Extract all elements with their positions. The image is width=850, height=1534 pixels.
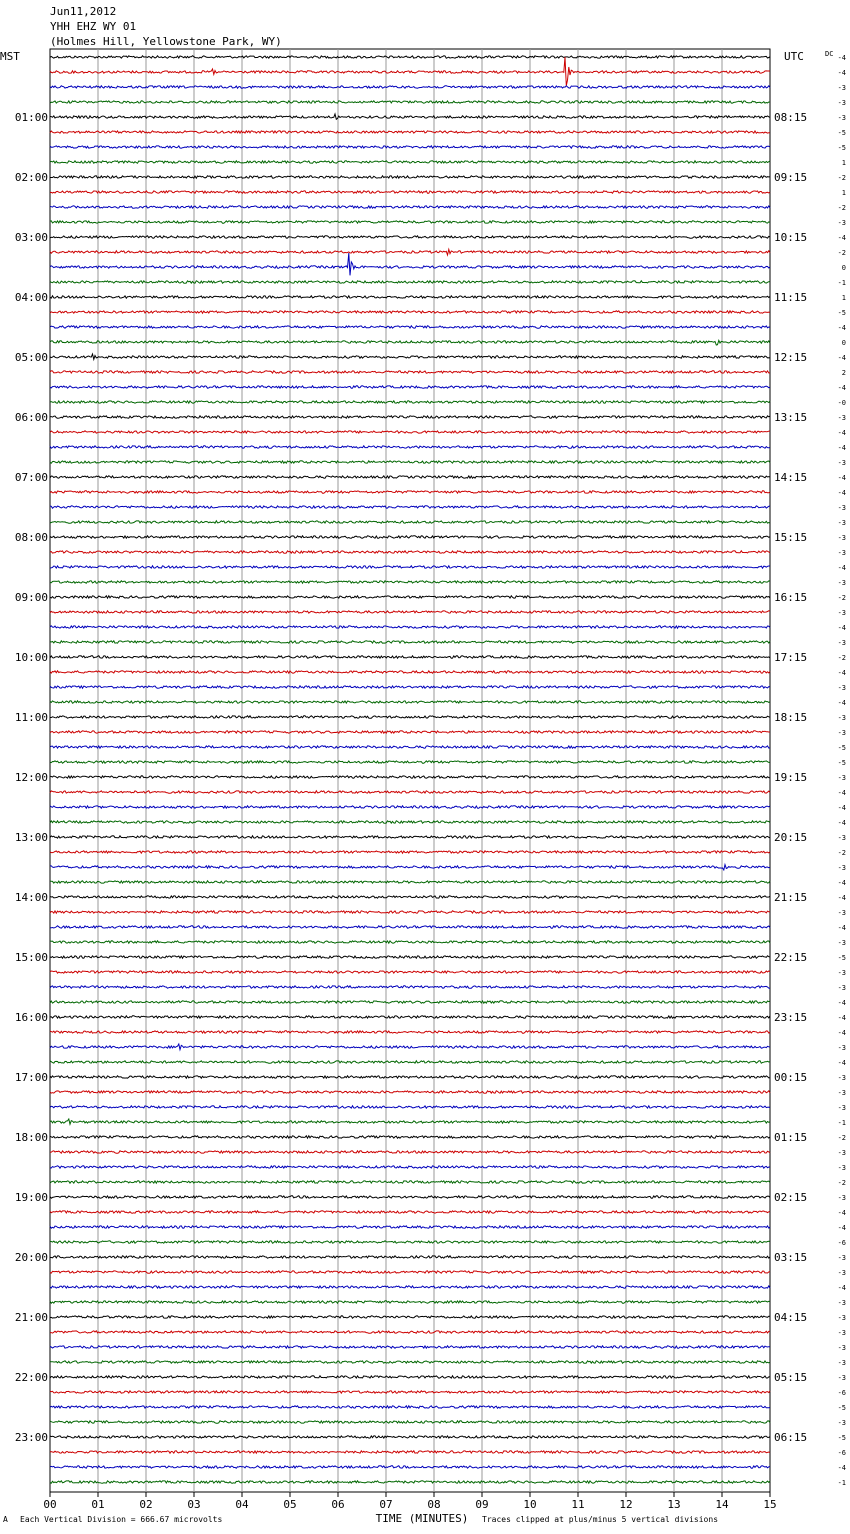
dc-offset-label: -4 (837, 924, 846, 932)
dc-offset-label: 1 (841, 189, 846, 197)
seismic-trace (50, 596, 770, 598)
seismic-trace (50, 1031, 770, 1033)
utc-time-label: 01:15 (774, 1131, 808, 1144)
utc-time-label: 20:15 (774, 831, 808, 844)
seismic-trace (50, 114, 770, 119)
x-axis-label: TIME (MINUTES) (375, 1512, 469, 1525)
utc-time-label: 05:15 (774, 1371, 808, 1384)
seismic-trace (50, 821, 770, 823)
mst-time-label: 23:00 (14, 1431, 48, 1444)
seismic-trace (50, 1061, 770, 1063)
utc-time-label: 03:15 (774, 1251, 808, 1264)
seismic-trace (50, 221, 770, 223)
seismic-trace (50, 446, 770, 448)
seismic-trace (50, 57, 770, 86)
seismic-trace (50, 521, 770, 523)
dc-offset-label: -1 (837, 279, 846, 287)
mst-axis-label: MST (0, 50, 20, 63)
seismic-trace (50, 326, 770, 328)
seismic-trace (50, 1226, 770, 1228)
dc-offset-label: -4 (837, 69, 846, 77)
dc-offset-label: -5 (837, 144, 846, 152)
seismic-trace (50, 1346, 770, 1348)
seismic-trace (50, 1119, 770, 1124)
seismic-trace (50, 1301, 770, 1303)
seismic-trace (50, 311, 770, 313)
utc-time-label: 16:15 (774, 591, 808, 604)
dc-offset-label: -3 (837, 1269, 846, 1277)
seismic-trace (50, 416, 770, 418)
dc-offset-label: -2 (837, 204, 846, 212)
dc-offset-label: -5 (837, 1434, 846, 1442)
seismic-trace (50, 1376, 770, 1378)
seismic-trace (50, 1331, 770, 1333)
mst-time-label: 03:00 (14, 231, 48, 244)
utc-time-label: 14:15 (774, 471, 808, 484)
dc-offset-label: -3 (837, 1419, 846, 1427)
dc-offset-label: -3 (837, 864, 846, 872)
seismic-trace (50, 1406, 770, 1408)
utc-time-label: 02:15 (774, 1191, 808, 1204)
seismic-trace (50, 1451, 770, 1453)
utc-time-label: 06:15 (774, 1431, 808, 1444)
seismic-trace (50, 1286, 770, 1288)
mst-time-label: 21:00 (14, 1311, 48, 1324)
seismic-trace (50, 56, 770, 58)
dc-offset-label: -4 (837, 894, 846, 902)
x-tick-label: 15 (763, 1498, 777, 1511)
seismic-trace (50, 1316, 770, 1318)
dc-offset-label: -4 (837, 699, 846, 707)
dc-offset-label: -2 (837, 1134, 846, 1142)
seismic-trace (50, 296, 770, 298)
utc-time-label: 08:15 (774, 111, 808, 124)
chart-date: Jun11,2012 (50, 5, 117, 18)
seismic-trace (50, 731, 770, 733)
dc-label: DC (825, 50, 834, 58)
dc-offset-label: -0 (837, 399, 846, 407)
seismic-trace (50, 1136, 770, 1138)
mst-time-label: 19:00 (14, 1191, 48, 1204)
dc-offset-label: -3 (837, 834, 846, 842)
seismic-trace (50, 671, 770, 673)
x-tick-label: 12 (619, 1498, 633, 1511)
dc-offset-label: -3 (837, 1164, 846, 1172)
utc-time-label: 15:15 (774, 531, 808, 544)
seismic-trace (50, 626, 770, 628)
dc-offset-label: 0 (841, 264, 846, 272)
utc-time-label: 10:15 (774, 231, 808, 244)
plot-frame (50, 49, 770, 1492)
dc-offset-label: -4 (837, 474, 846, 482)
dc-offset-label: -4 (837, 789, 846, 797)
dc-offset-label: -3 (837, 414, 846, 422)
seismic-trace (50, 1256, 770, 1258)
seismic-trace (50, 881, 770, 883)
dc-offset-label: -4 (837, 624, 846, 632)
x-tick-label: 01 (91, 1498, 105, 1511)
dc-offset-label: -3 (837, 1044, 846, 1052)
x-tick-label: 06 (331, 1498, 345, 1511)
seismic-trace (50, 566, 770, 568)
dc-offset-label: -4 (837, 54, 846, 62)
seismic-trace (50, 836, 770, 838)
x-tick-label: 14 (715, 1498, 729, 1511)
mst-time-label: 15:00 (14, 951, 48, 964)
mst-time-label: 18:00 (14, 1131, 48, 1144)
seismic-trace (50, 1466, 770, 1468)
dc-offset-label: -3 (837, 1089, 846, 1097)
dc-offset-label: -4 (837, 1209, 846, 1217)
mst-time-label: 01:00 (14, 111, 48, 124)
seismic-trace (50, 86, 770, 88)
dc-offset-label: -3 (837, 114, 846, 122)
seismic-trace (50, 776, 770, 778)
utc-time-label: 12:15 (774, 351, 808, 364)
seismic-trace (50, 401, 770, 403)
seismic-trace (50, 176, 770, 178)
clip-note: Traces clipped at plus/minus 5 vertical divisions (482, 1515, 719, 1524)
seismic-trace (50, 1016, 770, 1018)
utc-time-label: 22:15 (774, 951, 808, 964)
x-tick-label: 07 (379, 1498, 393, 1511)
dc-offset-label: -2 (837, 1179, 846, 1187)
utc-time-label: 11:15 (774, 291, 808, 304)
x-tick-label: 02 (139, 1498, 153, 1511)
seismic-trace (50, 896, 770, 898)
seismic-trace (50, 791, 770, 793)
mst-time-label: 11:00 (14, 711, 48, 724)
seismic-trace (50, 806, 770, 808)
seismic-trace (50, 986, 770, 988)
seismic-trace (50, 476, 770, 478)
seismic-trace (50, 1436, 770, 1438)
dc-offset-label: -3 (837, 1374, 846, 1382)
dc-offset-label: -4 (837, 1284, 846, 1292)
seismic-trace (50, 1361, 770, 1363)
utc-axis-label: UTC (784, 50, 804, 63)
dc-offset-label: -5 (837, 744, 846, 752)
seismic-trace (50, 146, 770, 148)
seismic-trace (50, 1196, 770, 1198)
dc-offset-label: -3 (837, 609, 846, 617)
seismic-trace (50, 701, 770, 703)
utc-time-label: 00:15 (774, 1071, 808, 1084)
dc-offset-label: -3 (837, 504, 846, 512)
seismic-trace (50, 253, 770, 275)
utc-time-label: 21:15 (774, 891, 808, 904)
seismic-trace (50, 354, 770, 359)
x-tick-label: 08 (427, 1498, 441, 1511)
dc-offset-label: -3 (837, 549, 846, 557)
dc-offset-label: -2 (837, 654, 846, 662)
seismic-trace (50, 386, 770, 388)
dc-offset-label: -4 (837, 324, 846, 332)
seismic-trace (50, 1271, 770, 1273)
dc-offset-label: -4 (837, 1029, 846, 1037)
seismic-trace (50, 656, 770, 658)
dc-offset-label: -3 (837, 84, 846, 92)
seismic-trace (50, 686, 770, 688)
dc-offset-label: -4 (837, 444, 846, 452)
dc-offset-label: -3 (837, 774, 846, 782)
dc-offset-label: -3 (837, 1194, 846, 1202)
seismic-trace (50, 746, 770, 748)
x-tick-label: 03 (187, 1498, 201, 1511)
seismic-trace (50, 1106, 770, 1108)
seismic-trace (50, 1421, 770, 1423)
dc-offset-label: -3 (837, 579, 846, 587)
dc-offset-label: -3 (837, 519, 846, 527)
seismic-trace (50, 236, 770, 238)
dc-offset-label: -3 (837, 684, 846, 692)
dc-offset-label: -4 (837, 489, 846, 497)
seismic-trace (50, 581, 770, 583)
dc-offset-label: -3 (837, 1359, 846, 1367)
dc-offset-label: -3 (837, 534, 846, 542)
seismic-trace (50, 281, 770, 283)
seismic-trace (50, 371, 770, 373)
seismic-trace (50, 1481, 770, 1483)
dc-offset-label: -4 (837, 879, 846, 887)
mst-time-label: 08:00 (14, 531, 48, 544)
dc-offset-label: -1 (837, 1119, 846, 1127)
dc-offset-label: -3 (837, 219, 846, 227)
x-tick-label: 13 (667, 1498, 681, 1511)
seismic-trace (50, 851, 770, 853)
dc-offset-label: -3 (837, 1344, 846, 1352)
dc-offset-label: 0 (841, 339, 846, 347)
mst-time-label: 05:00 (14, 351, 48, 364)
mst-time-label: 16:00 (14, 1011, 48, 1024)
dc-offset-label: -2 (837, 249, 846, 257)
dc-offset-label: -3 (837, 639, 846, 647)
dc-offset-label: -4 (837, 429, 846, 437)
dc-offset-label: -3 (837, 939, 846, 947)
mst-time-label: 09:00 (14, 591, 48, 604)
dc-offset-label: -3 (837, 1329, 846, 1337)
seismic-trace (50, 1166, 770, 1168)
dc-offset-label: -4 (837, 1014, 846, 1022)
dc-offset-label: -4 (837, 669, 846, 677)
dc-offset-label: -3 (837, 1074, 846, 1082)
seismic-trace (50, 1181, 770, 1183)
mst-time-label: 14:00 (14, 891, 48, 904)
utc-time-label: 19:15 (774, 771, 808, 784)
seismic-trace (50, 761, 770, 763)
dc-offset-label: -4 (837, 1224, 846, 1232)
seismic-trace (50, 161, 770, 163)
dc-offset-label: -3 (837, 909, 846, 917)
dc-offset-label: -3 (837, 714, 846, 722)
seismic-trace (50, 1391, 770, 1393)
utc-time-label: 04:15 (774, 1311, 808, 1324)
seismic-trace (50, 536, 770, 538)
seismic-trace (50, 340, 770, 345)
seismic-trace (50, 941, 770, 943)
utc-time-label: 09:15 (774, 171, 808, 184)
mst-time-label: 10:00 (14, 651, 48, 664)
dc-offset-label: -6 (837, 1449, 846, 1457)
seismic-trace (50, 206, 770, 208)
dc-offset-label: -5 (837, 309, 846, 317)
station-code: YHH EHZ WY 01 (50, 20, 137, 33)
seismic-trace (50, 249, 770, 255)
dc-offset-label: -5 (837, 759, 846, 767)
dc-offset-label: 1 (841, 159, 846, 167)
dc-offset-label: -5 (837, 129, 846, 137)
mst-time-label: 06:00 (14, 411, 48, 424)
seismic-trace (50, 716, 770, 718)
dc-offset-label: -2 (837, 849, 846, 857)
utc-time-label: 17:15 (774, 651, 808, 664)
dc-offset-label: -3 (837, 1104, 846, 1112)
seismic-trace (50, 611, 770, 613)
seismic-trace (50, 1211, 770, 1213)
mst-time-label: 04:00 (14, 291, 48, 304)
seismic-trace (50, 1044, 770, 1050)
dc-offset-label: -6 (837, 1389, 846, 1397)
footer-mark: A (3, 1515, 8, 1524)
dc-offset-label: -6 (837, 1239, 846, 1247)
dc-offset-label: -2 (837, 594, 846, 602)
dc-offset-label: -4 (837, 354, 846, 362)
seismic-trace (50, 641, 770, 643)
x-tick-label: 09 (475, 1498, 489, 1511)
seismic-trace (50, 971, 770, 973)
dc-offset-label: -2 (837, 174, 846, 182)
seismic-trace (50, 1091, 770, 1093)
dc-offset-label: -3 (837, 729, 846, 737)
dc-offset-label: -3 (837, 99, 846, 107)
seismic-trace (50, 865, 770, 870)
dc-offset-label: -4 (837, 819, 846, 827)
seismic-trace (50, 506, 770, 508)
mst-time-label: 02:00 (14, 171, 48, 184)
seismic-trace (50, 926, 770, 928)
seismic-trace (50, 491, 770, 493)
dc-offset-label: -4 (837, 999, 846, 1007)
seismic-trace (50, 431, 770, 433)
x-tick-label: 05 (283, 1498, 297, 1511)
utc-time-label: 23:15 (774, 1011, 808, 1024)
dc-offset-label: -1 (837, 1479, 846, 1487)
mst-time-label: 20:00 (14, 1251, 48, 1264)
dc-offset-label: 2 (841, 369, 846, 377)
dc-offset-label: -3 (837, 984, 846, 992)
seismic-trace (50, 191, 770, 193)
utc-time-label: 13:15 (774, 411, 808, 424)
mst-time-label: 17:00 (14, 1071, 48, 1084)
dc-offset-label: -4 (837, 1059, 846, 1067)
seismic-trace (50, 551, 770, 553)
dc-offset-label: -3 (837, 459, 846, 467)
dc-offset-label: -4 (837, 804, 846, 812)
seismic-trace (50, 1241, 770, 1243)
seismic-trace (50, 101, 770, 103)
mst-time-label: 12:00 (14, 771, 48, 784)
seismic-trace (50, 461, 770, 463)
dc-offset-label: -4 (837, 1464, 846, 1472)
x-tick-label: 04 (235, 1498, 249, 1511)
station-location: (Holmes Hill, Yellowstone Park, WY) (50, 35, 282, 48)
dc-offset-label: -3 (837, 1314, 846, 1322)
seismic-trace (50, 1151, 770, 1153)
seismic-trace (50, 1001, 770, 1003)
dc-offset-label: -5 (837, 1404, 846, 1412)
dc-offset-label: -5 (837, 954, 846, 962)
dc-offset-label: -3 (837, 1299, 846, 1307)
dc-offset-label: -3 (837, 1149, 846, 1157)
dc-offset-label: -4 (837, 384, 846, 392)
scale-note: Each Vertical Division = 666.67 microvolts (20, 1515, 223, 1524)
mst-time-label: 22:00 (14, 1371, 48, 1384)
x-tick-label: 11 (571, 1498, 585, 1511)
dc-offset-label: 1 (841, 294, 846, 302)
x-tick-label: 00 (43, 1498, 57, 1511)
seismic-trace (50, 956, 770, 958)
dc-offset-label: -4 (837, 564, 846, 572)
dc-offset-label: -3 (837, 969, 846, 977)
dc-offset-label: -4 (837, 234, 846, 242)
x-tick-label: 10 (523, 1498, 537, 1511)
seismic-trace (50, 1076, 770, 1078)
dc-offset-label: -3 (837, 1254, 846, 1262)
utc-time-label: 18:15 (774, 711, 808, 724)
seismic-trace (50, 911, 770, 913)
mst-time-label: 13:00 (14, 831, 48, 844)
mst-time-label: 07:00 (14, 471, 48, 484)
seismic-trace (50, 131, 770, 133)
